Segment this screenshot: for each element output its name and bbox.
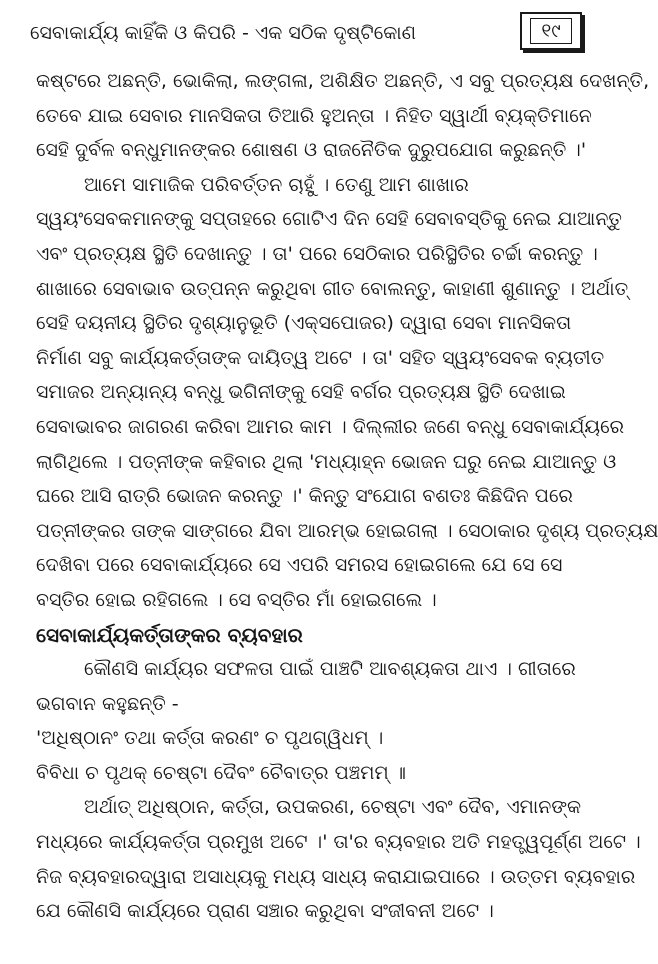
page-number-box — [520, 12, 582, 50]
paragraph-start-line: କୌଣସି କାର୍ଯ୍ୟର ସଫଳତା ପାଇଁ ପାଞ୍ଚଟି ଆବଶ୍ୟକତା ଥାଏ । ଗୀତାରେ — [84, 658, 576, 681]
text-line: ବସ୍ତିର ହୋଇ ରହିଗଲେ । ସେ ବସ୍ତିର ମାଁ ହୋଇଗଲେ । — [36, 588, 437, 611]
text-line: ଲାଗିଥିଲେ । ପତ୍ନୀଙ୍କ କହିବାର ଥିଲା 'ମଧ୍ୟାହ୍ନ ଭୋଜନ ଘରୁ ନେଇ ଯାଆନ୍ତୁ ଓ — [36, 450, 617, 473]
text-line: ଦେଖିବା ପରେ ସେବାକାର୍ଯ୍ୟରେ ସେ ଏପରି ସମରସ ହୋଇଗଲେ ଯେ ସେ ସେ — [36, 554, 563, 577]
text-line: କଷ୍ଟରେ ଅଛନ୍ତି, ଭୋକିଲା, ଲଙ୍ଗଳା, ଅଶିକ୍ଷିତ ଅଛନ୍ତି, ଏ ସବୁ ପ୍ରତ୍ୟକ୍ଷ ଦେଖନ୍ତି, — [36, 70, 650, 92]
body-text — [36, 64, 658, 929]
text-line: ସମାଜର ଅନ୍ୟାନ୍ୟ ବନ୍ଧୁ ଭଗିନୀଙ୍କୁ ସେହି ବର୍ଗର ପ୍ରତ୍ୟକ୍ଷ ସ୍ଥିତି ଦେଖାଇ — [36, 381, 566, 404]
page-number: ୧୯ — [530, 18, 571, 44]
text-line: ଯେ କୌଣସି କାର୍ଯ୍ୟରେ ପ୍ରାଣ ସଞ୍ଚାର କରୁଥିବା ସଂଜୀବନୀ ଅଟେ । — [36, 900, 494, 923]
verse-line: 'ଅଧିଷ୍ଠାନଂ ତଥା କର୍ତ୍ତା କରଣଂ ଚ ପୃଥଗ୍ୱିଧମ୍ । — [36, 727, 384, 750]
text-line: ଭଗବାନ କହୁଛନ୍ତି - — [36, 692, 179, 715]
verse-line: ବିବିଧା ଚ ପୃଥକ୍ ଚେଷ୍ଟା ଦୈବଂ ଚୈବାତ୍ର ପଞ୍ଚମମ୍ ॥ — [36, 761, 406, 784]
page-header — [30, 12, 582, 56]
text-line: ସେବାଭାବର ଜାଗରଣ କରିବା ଆମର କାମ । ଦିଲ୍ଲୀର ଜଣେ ବନ୍ଧୁ ସେବାକାର୍ଯ୍ୟରେ — [36, 415, 625, 438]
text-line: ମଧ୍ୟରେ କାର୍ଯ୍ୟକର୍ତ୍ତା ପ୍ରମୁଖ ଅଟେ ।' ତା'ର ବ୍ୟବହାର ଅତି ମହତ୍ତ୍ୱପୂର୍ଣ୍ଣ ଅଟେ । — [36, 831, 641, 854]
text-line: ଘରେ ଆସି ରାତ୍ରି ଭୋଜନ କରନ୍ତୁ ।' କିନ୍ତୁ ସଂଯୋଗ ବଶତଃ କିଛିଦିନ ପରେ — [36, 485, 573, 508]
text-line: ତେବେ ଯାଇ ସେବାର ମାନସିକତା ତିଆରି ହୁଅନ୍ତା । ନିହିତ ସ୍ୱାର୍ଥୀ ବ୍ୟକ୍ତିମାନେ — [36, 104, 592, 127]
paragraph-start-line: ଆମେ ସାମାଜିକ ପରିବର୍ତ୍ତନ ଚାହୁଁ । ତେଣୁ ଆମ ଶାଖାର — [84, 173, 469, 196]
text-line: ଶାଖାରେ ସେବାଭାବ ଉତ୍ପନ୍ନ କରୁଥିବା ଗୀତ ବୋଲନ୍ତୁ, କାହାଣୀ ଶୁଣାନ୍ତୁ । ଅର୍ଥାତ୍ — [36, 277, 629, 300]
text-line: ନିଜ ବ୍ୟବହାରଦ୍ୱାରା ଅସାଧ୍ୟକୁ ମଧ୍ୟ ସାଧ୍ୟ କରାଯାଇପାରେ । ଉତ୍ତମ ବ୍ୟବହାର — [36, 865, 636, 888]
text-line: ସ୍ୱୟଂସେବକମାନଙ୍କୁ ସପ୍ତାହରେ ଗୋଟିଏ ଦିନ ସେହି ସେବାବସ୍ତିକୁ ନେଇ ଯାଆନ୍ତୁ — [36, 208, 622, 231]
text-line: ସେହି ଦୟନୀୟ ସ୍ଥିତିର ଦୃଶ୍ୟାନୁଭୂତି (ଏକ୍ସପୋଜର) ଦ୍ୱାରା ସେବା ମାନସିକତା — [36, 312, 572, 335]
text-line: ପତ୍ନୀଙ୍କର ତାଙ୍କ ସାଙ୍ଗରେ ଯିବା ଆରମ୍ଭ ହୋଇଗଲା । ସେଠାକାର ଦୃଶ୍ୟ ପ୍ରତ୍ୟକ୍ଷ — [36, 519, 658, 542]
running-header-title: ସେବାକାର୍ଯ୍ୟ କାହିଁକି ଓ କିପରି - ଏକ ସଠିକ ଦୃଷ୍ଟିକୋଣ — [30, 22, 416, 44]
section-heading: ସେବାକାର୍ଯ୍ୟକର୍ତ୍ତାଙ୍କର ବ୍ୟବହାର — [36, 622, 303, 647]
text-line: ସେହି ଦୁର୍ବଳ ବନ୍ଧୁମାନଙ୍କର ଶୋଷଣ ଓ ରାଜନୈତିକ ଦୁରୁପଯୋଗ କରୁଛନ୍ତି ।' — [36, 139, 587, 162]
paragraph-start-line: ଅର୍ଥାତ୍ ଅଧିଷ୍ଠାନ, କର୍ତ୍ତା, ଉପକରଣ, ଚେଷ୍ଟା ଏବଂ ଦୈବ, ଏମାନଙ୍କ — [84, 796, 582, 819]
text-line: ନିର୍ମାଣ ସବୁ କାର୍ଯ୍ୟକର୍ତ୍ତାଙ୍କ ଦାୟିତ୍ୱ ଅଟେ । ତା' ସହିତ ସ୍ୱୟଂସେବକ ବ୍ୟତୀତ — [36, 346, 605, 369]
text-line: ଏବଂ ପ୍ରତ୍ୟକ୍ଷ ସ୍ଥିତି ଦେଖାନ୍ତୁ । ତା' ପରେ ସେଠିକାର ପରିସ୍ଥିତିର ଚର୍ଚ୍ଚା କରନ୍ତୁ । — [36, 242, 598, 265]
